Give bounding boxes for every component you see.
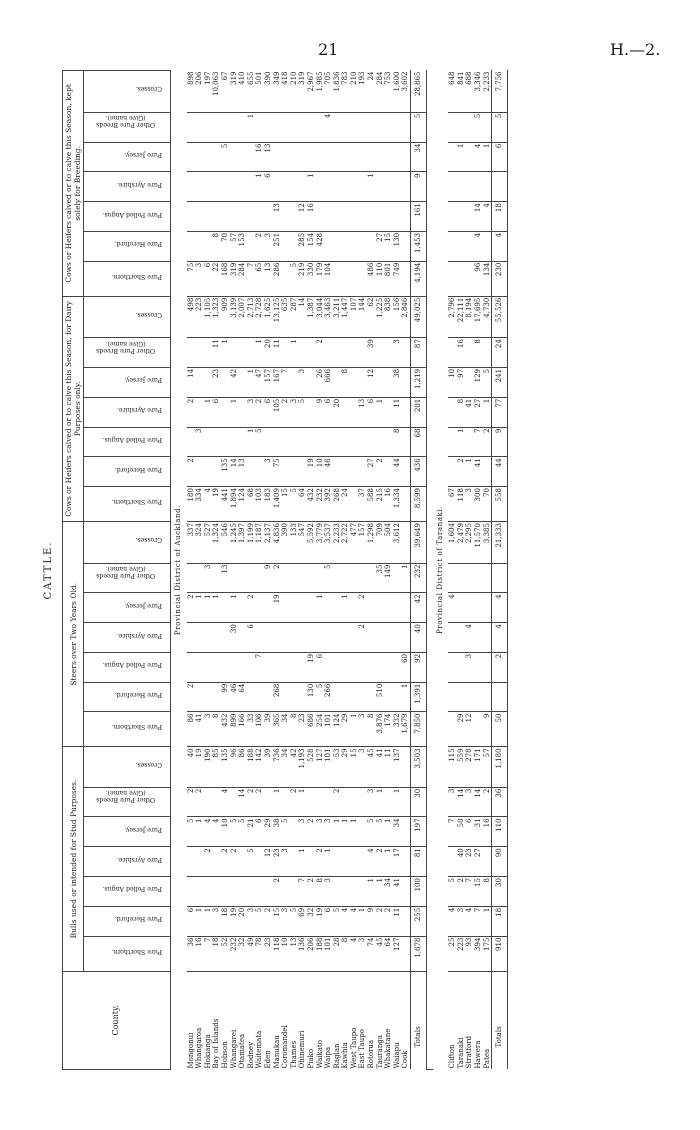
total-cell: 18 bbox=[492, 202, 508, 232]
data-column: 3 bbox=[448, 652, 491, 682]
column-header-label: Pure Polled Angus. bbox=[102, 885, 162, 893]
column-header-label: Pure Jersey. bbox=[124, 825, 162, 833]
data-column: 75 3 6 22 168 319 284 7 65 13 286 5 219 330 179 104 486 110 801 749 bbox=[187, 261, 411, 296]
bull-column-header bbox=[84, 787, 171, 817]
column-header-label: Pure Shorthorn. bbox=[110, 723, 162, 731]
breeding-column-header bbox=[84, 202, 171, 232]
county-names: Clifton Taranaki Stratford Hawera Patea bbox=[448, 1035, 491, 1069]
total-cell: 201 bbox=[411, 397, 427, 427]
total-cell: 90 bbox=[492, 847, 508, 877]
data-column: 2 2 4 14 2 2 1 2 1 2 3 1 1 bbox=[187, 787, 411, 817]
column-header-label: Pure Ayrshire. bbox=[116, 180, 162, 188]
bull-column-header bbox=[84, 847, 171, 877]
column-header-label: Crosses. bbox=[134, 536, 162, 544]
total-cell: 24 bbox=[492, 338, 508, 368]
data-column bbox=[448, 172, 491, 202]
bull-column-header bbox=[84, 936, 171, 971]
total-cell: 1,678 bbox=[411, 936, 427, 971]
table-title: CATTLE. bbox=[43, 540, 54, 600]
total-cell: 49,025 bbox=[411, 296, 427, 337]
total-cell bbox=[492, 682, 508, 712]
rotated-table-block bbox=[38, 70, 678, 1070]
page-reference: H.—2. bbox=[610, 40, 661, 59]
table-row bbox=[187, 71, 411, 1070]
total-cell: 161 bbox=[411, 202, 427, 232]
bull-column-header bbox=[84, 817, 171, 847]
data-column: 2 99 46 64 268 130 5 266 510 1 bbox=[187, 682, 411, 712]
total-cell: 68 bbox=[411, 427, 427, 457]
group-header-steers: Steers over Two Years Old. bbox=[63, 522, 84, 747]
column-header-label: Pure Shorthorn. bbox=[110, 272, 162, 280]
total-cell: 1,219 bbox=[411, 367, 427, 397]
total-cell: 910 bbox=[492, 936, 508, 971]
column-header-label: Pure Polled Angus. bbox=[102, 661, 162, 669]
total-cell: 241 bbox=[492, 367, 508, 397]
data-column: 1 6 1 1 bbox=[187, 172, 411, 202]
totals-label: Totals bbox=[411, 971, 427, 1069]
total-cell: 255 bbox=[411, 906, 427, 936]
total-cell: 55,526 bbox=[492, 296, 508, 337]
total-cell: 36 bbox=[492, 787, 508, 817]
data-column: 11 1 1 20 11 1 2 39 3 bbox=[187, 338, 411, 368]
total-cell: 110 bbox=[492, 817, 508, 847]
dairy-column-header bbox=[84, 296, 171, 337]
county-names: Mongonui Whangaroa Hokianga Bay of Islands Hobson Whangarei Otamatea Rodney Waitemata Eden Manukau Coromandel Thames Ohinemuri Piako Waikato Waipa Raglan Kawhia West Taupo East Taupo Rotorua Tauranga Whakatane Waiapu Cook bbox=[186, 1018, 410, 1069]
data-column: 4 bbox=[448, 593, 491, 623]
data-column: 8 41 27 1 bbox=[448, 397, 491, 427]
data-column: 1,604 2,479 2,295 11,570 3,385 bbox=[448, 522, 491, 564]
column-header-label: Pure Polled Angus. bbox=[102, 435, 162, 443]
breeding-column-header bbox=[84, 172, 171, 202]
data-column: 25 223 93 394 175 bbox=[448, 936, 491, 971]
data-column: 7 19 6 60 bbox=[187, 652, 411, 682]
group-header-dairy: Cows or Heifers calved or to calve this Season, for Dairy Purposes only. bbox=[63, 296, 84, 521]
steer-column-header bbox=[84, 712, 171, 747]
column-header-label: Pure Ayrshire. bbox=[116, 631, 162, 639]
dairy-column-header bbox=[84, 487, 171, 522]
column-header-label: Pure Hereford. bbox=[114, 240, 162, 248]
data-column: 14 4 bbox=[448, 202, 491, 232]
data-column: 180 334 4 19 441 1,894 124 68 103 183 1,409 15 5 64 432 232 392 268 24 37 588 215 16 1,334 bbox=[187, 487, 411, 522]
breeding-column-header bbox=[84, 71, 171, 113]
column-header-label: Pure Jersey. bbox=[124, 150, 162, 158]
steer-column-header bbox=[84, 682, 171, 712]
dairy-column-header bbox=[84, 338, 171, 368]
breeding-column-header bbox=[84, 231, 171, 261]
province-heading-row bbox=[433, 71, 449, 1070]
total-cell: 230 bbox=[492, 261, 508, 296]
data-column bbox=[448, 682, 491, 712]
data-column: 2 2 2 5 12 23 3 1 2 1 4 2 1 17 bbox=[187, 847, 411, 877]
cattle-table bbox=[62, 70, 508, 1070]
totals-row bbox=[411, 71, 427, 1070]
total-cell: 8,599 bbox=[411, 487, 427, 522]
column-header-label: Other Pure Breeds (Give name). bbox=[96, 565, 155, 579]
data-column: 4 3 4 7 1 bbox=[448, 906, 491, 936]
data-column: 36 16 7 18 52 232 32 49 78 23 118 10 13 136 206 188 101 28 8 4 3 74 45 64 127 bbox=[187, 936, 411, 971]
breeding-column-header bbox=[84, 112, 171, 142]
total-cell: 5 bbox=[492, 112, 508, 142]
total-cell: 81 bbox=[411, 847, 427, 877]
data-column: 3 1 5 8 bbox=[187, 427, 411, 457]
data-column: 16 8 bbox=[448, 338, 491, 368]
breeding-column-header bbox=[84, 261, 171, 296]
data-column: 337 324 527 1,324 546 1,245 1,397 1,199 1,187 2,137 4,836 390 133 547 5,592 3,779 3,537 2,233 2,722 477 157 1,298 709 504 3,612 bbox=[187, 522, 411, 564]
total-cell: 21,333 bbox=[492, 522, 508, 564]
total-cell: 100 bbox=[411, 877, 427, 907]
total-cell: 92 bbox=[411, 652, 427, 682]
data-column: 5 1 4 4 10 5 5 21 6 29 38 5 3 2 3 3 1 1 1 5 5 1 34 bbox=[187, 817, 411, 847]
total-cell: 18 bbox=[492, 906, 508, 936]
data-column: 498 223 1,105 1,323 909 3,139 2,007 2,713 2,728 1,625 13,125 635 287 14 1,387 3,044 3,463 3,211 1,447 107 144 62 1,225 838 156 2,846 bbox=[187, 296, 411, 337]
steer-column-header bbox=[84, 563, 171, 593]
data-column: 2 1 41 bbox=[448, 457, 491, 487]
data-column: 8 70 57 153 2 3 251 285 154 428 27 15 130 bbox=[187, 231, 411, 261]
data-column: 13 12 16 bbox=[187, 202, 411, 232]
county-header: County. bbox=[63, 971, 171, 1069]
data-column: 3 13 9 2 5 35 149 1 bbox=[187, 563, 411, 593]
total-cell: 7,850 bbox=[411, 712, 427, 747]
data-column: 10 97 129 5 bbox=[448, 367, 491, 397]
total-cell: 30 bbox=[492, 877, 508, 907]
column-header-label: Crosses. bbox=[134, 761, 162, 769]
data-column: 5 2 7 15 8 bbox=[448, 877, 491, 907]
total-cell: 558 bbox=[492, 487, 508, 522]
data-column: 4 bbox=[448, 231, 491, 261]
data-column: 1 7 2 bbox=[448, 427, 491, 457]
dairy-column-header bbox=[84, 397, 171, 427]
total-cell: 4 bbox=[492, 593, 508, 623]
column-header-label: Other Pure Breeds (Give name). bbox=[96, 340, 155, 354]
data-column: 40 19 190 85 135 96 86 188 142 39 736 34 42 1,193 528 127 101 53 29 15 3 45 41 11 137 bbox=[187, 747, 411, 787]
column-header-label: Pure Shorthorn. bbox=[110, 947, 162, 955]
total-cell: 42 bbox=[411, 593, 427, 623]
total-cell: 232 bbox=[411, 563, 427, 593]
total-cell: 1,453 bbox=[411, 231, 427, 261]
breeding-column-header bbox=[84, 142, 171, 172]
data-column: 7 50 6 31 16 bbox=[448, 817, 491, 847]
data-column: 6 1 1 3 18 19 20 3 5 2 15 3 5 69 32 19 6 5 4 4 1 9 2 2 11 bbox=[187, 906, 411, 936]
total-cell: 4,194 bbox=[411, 261, 427, 296]
data-column: 67 118 3 300 70 bbox=[448, 487, 491, 522]
column-header-label: Pure Jersey. bbox=[124, 376, 162, 384]
data-column: 1 4 bbox=[187, 112, 411, 142]
data-column: 4 bbox=[448, 623, 491, 653]
data-column: 5 16 13 bbox=[187, 142, 411, 172]
province-title: Provincial District of Auckland. bbox=[174, 504, 182, 636]
dairy-column-header bbox=[84, 367, 171, 397]
total-cell bbox=[492, 172, 508, 202]
data-column: 2,796 22,111 8,194 17,695 4,730 bbox=[448, 296, 491, 337]
data-column: 86 41 3 8 432 899 166 33 106 39 365 34 8 23 686 254 101 124 29 1 3 8 3,876 174 332 1,679 bbox=[187, 712, 411, 747]
data-column bbox=[448, 563, 491, 593]
total-cell: 5 bbox=[411, 112, 427, 142]
total-cell: 34 bbox=[411, 142, 427, 172]
data-column: 14 23 42 1 47 157 167 7 3 26 666 8 12 38 bbox=[187, 367, 411, 397]
steer-column-header bbox=[84, 522, 171, 564]
column-header-label: Pure Hereford. bbox=[114, 465, 162, 473]
column-header-label: Crosses. bbox=[134, 310, 162, 318]
column-header-label: Pure Shorthorn. bbox=[110, 498, 162, 506]
data-column: 30 6 2 bbox=[187, 623, 411, 653]
total-cell: 2 bbox=[492, 652, 508, 682]
total-cell: 77 bbox=[492, 397, 508, 427]
column-header-label: Pure Jersey. bbox=[124, 601, 162, 609]
total-cell bbox=[492, 563, 508, 593]
bull-column-header bbox=[84, 877, 171, 907]
total-cell: 1,391 bbox=[411, 682, 427, 712]
totals-label: Totals bbox=[492, 971, 508, 1069]
data-column: 898 206 197 10,063 67 319 410 655 501 390 349 418 210 319 2,967 1,985 705 1,836 783 210 193 24 284 753 1,600 3,602 bbox=[187, 71, 411, 113]
column-header-label: Other Pure Breeds (Give name). bbox=[96, 114, 155, 129]
data-column: 5 bbox=[448, 112, 491, 142]
column-header-label: Pure Polled Angus. bbox=[102, 210, 162, 218]
bull-column-header bbox=[84, 906, 171, 936]
column-header-label: Pure Ayrshire. bbox=[116, 855, 162, 863]
column-header-label: Pure Hereford. bbox=[114, 691, 162, 699]
table-row bbox=[448, 71, 491, 1070]
total-cell: 7,756 bbox=[492, 71, 508, 113]
steer-column-header bbox=[84, 652, 171, 682]
group-header-bulls: Bulls used or intended for Stud Purposes. bbox=[63, 747, 84, 971]
data-column: 2 1 1 1 1 2 19 1 1 2 bbox=[187, 593, 411, 623]
total-cell: 436 bbox=[411, 457, 427, 487]
data-column: 1 4 1 bbox=[448, 142, 491, 172]
total-cell: 3,503 bbox=[411, 747, 427, 787]
steer-column-header bbox=[84, 623, 171, 653]
group-header-breeding: Cows or Heifers calved or to calve this Season, kept solely for Breeding. bbox=[63, 71, 84, 297]
steer-column-header bbox=[84, 593, 171, 623]
data-column: 648 841 688 3,346 2,233 bbox=[448, 71, 491, 113]
total-cell: 30 bbox=[411, 787, 427, 817]
total-cell: 28,865 bbox=[411, 71, 427, 113]
data-column: 3 14 3 14 2 bbox=[448, 787, 491, 817]
total-cell: 9 bbox=[411, 172, 427, 202]
data-column: 115 559 278 171 57 bbox=[448, 747, 491, 787]
total-cell: 6 bbox=[492, 142, 508, 172]
province-title: Provincial District of Taranaki. bbox=[435, 506, 444, 635]
total-cell: 9 bbox=[492, 427, 508, 457]
dairy-column-header bbox=[84, 457, 171, 487]
total-cell: 4 bbox=[492, 231, 508, 261]
column-header-label: Other Pure Breeds (Give name). bbox=[96, 789, 155, 804]
column-header-label: Crosses. bbox=[134, 85, 162, 93]
data-column: 96 134 bbox=[448, 261, 491, 296]
page-number: 21 bbox=[318, 40, 339, 59]
total-cell: 50 bbox=[492, 712, 508, 747]
data-column: 2 7 2 8 3 1 1 34 41 bbox=[187, 877, 411, 907]
data-column: 40 23 27 bbox=[448, 847, 491, 877]
totals-row bbox=[492, 71, 508, 1070]
data-column: 2 135 14 13 3 75 19 10 46 27 2 44 bbox=[187, 457, 411, 487]
total-cell: 40 bbox=[411, 623, 427, 653]
column-header-label: Pure Hereford. bbox=[114, 915, 162, 923]
total-cell: 197 bbox=[411, 817, 427, 847]
column-header-label: Pure Ayrshire. bbox=[116, 406, 162, 414]
total-cell: 1,180 bbox=[492, 747, 508, 787]
total-cell: 4 bbox=[492, 623, 508, 653]
total-cell: 39,649 bbox=[411, 522, 427, 564]
dairy-column-header bbox=[84, 427, 171, 457]
province-heading-row bbox=[171, 71, 187, 1070]
bull-column-header bbox=[84, 747, 171, 787]
data-column: 2 1 6 1 3 2 6 105 2 3 5 9 6 20 13 6 1 11 bbox=[187, 397, 411, 427]
total-cell: 44 bbox=[492, 457, 508, 487]
total-cell: 87 bbox=[411, 338, 427, 368]
data-column: 29 12 9 bbox=[448, 712, 491, 747]
